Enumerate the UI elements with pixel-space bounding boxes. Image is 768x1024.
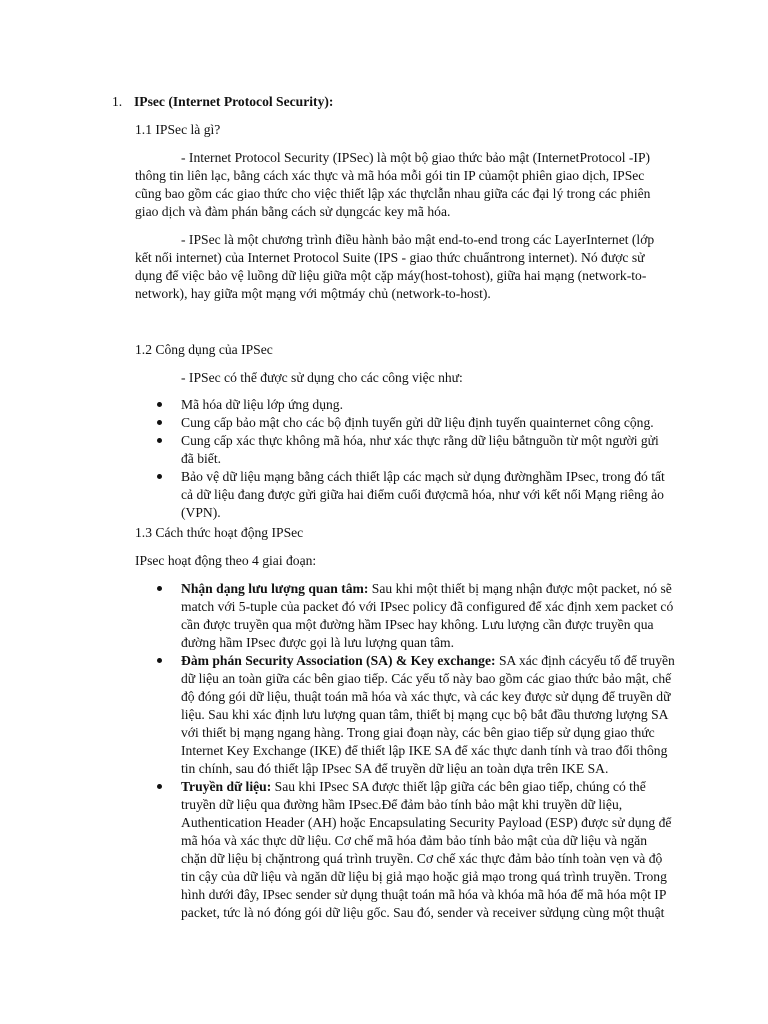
paragraph-ipsec-definition [135,149,668,221]
list-item: Nhận dạng lưu lượng quan tâm: Sau khi một thiết bị mạng nhận được một packet, nó sẽ match với 5-tuple của packet đó với IPsec policy đã configured để xác định xem packet có cần được truyền qua một đường hầm IPsec hay không. Lưu lượng cần được truyền qua đường hầm IPsec được gọi là lưu lượng quan tâm. [135,580,675,652]
item-title: Truyền dữ liệu: [181,779,272,794]
list-item: Đàm phán Security Association (SA) & Key exchange: SA xác định cácyếu tố để truyền dữ liệu an toàn giữa các bên giao tiếp. Các yếu tố này bao gồm các giao thức bảo mật, chế độ đóng gói dữ liệu, thuật toán mã hóa và xác thực, và các key được sử dụng để truyền dữ liệu. Sau khi xác định lưu lượng quan tâm, thiết bị mạng cục bộ bắt đầu thương lượng SA với thiết bị mạng ngang hàng. Trong giai đoạn này, các bên giao tiếp sử dụng giao thức Internet Key Exchange (IKE) để thiết lập IKE SA để xác thực danh tính và trao đổi thông tin chính, sau đó thiết lập IPsec SA để truyền dữ liệu an toàn dựa trên IKE SA. [135,652,675,778]
uses-bullet-list [135,396,675,522]
paragraph-text: - IPSec có thể được sử dụng cho các công việc như: [181,370,463,385]
item-title: Đàm phán Security Association (SA) & Key exchange: [181,653,496,668]
paragraph-ipsec-end-to-end [135,231,668,303]
phases-bullet-list [135,580,675,922]
list-item: Bảo vệ dữ liệu mạng bằng cách thiết lập các mạch sử dụng đườnghầm IPsec, trong đó tất cả dữ liệu đang được gửi giữa hai điểm cuối đượcmã hóa, như với kết nối Mạng riêng ảo (VPN). [135,468,675,522]
bullet-icon [157,658,162,663]
list-item: Mã hóa dữ liệu lớp ứng dụng. [135,396,675,414]
list-item: Truyền dữ liệu: Sau khi IPsec SA được thiết lập giữa các bên giao tiếp, chúng có thể truyền dữ liệu qua đường hầm IPsec.Để đảm bảo tính bảo mật khi truyền dữ liệu, Authentication Header (AH) hoặc Encapsulating Security Payload (ESP) được sử dụng để mã hóa và xác thực dữ liệu. Cơ chế mã hóa đảm bảo tính bảo mật của dữ liệu và ngăn chặn dữ liệu bị chặntrong quá trình truyền. Cơ chế xác thực đảm bảo tính toàn vẹn và độ tin cậy của dữ liệu và ngăn dữ liệu bị giả mạo hoặc giả mạo trong quá trình truyền. Trong hình dưới đây, IPsec sender sử dụng thuật toán mã hóa và khóa mã hóa để mã hóa một IP packet, tức là nó đóng gói dữ liệu gốc. Sau đó, sender và receiver sửdụng cùng một thuật [135,778,675,922]
bullet-icon [157,438,162,443]
subsection-title-1-3: 1.3 Cách thức hoạt động IPSec [135,525,304,540]
heading-number: 1. [112,94,123,109]
bullet-icon [157,402,162,407]
paragraph-phases-intro: IPsec hoạt động theo 4 giai đoạn: [135,553,317,568]
subsection-title-1-1: 1.1 IPSec là gì? [135,122,221,137]
bullet-icon [157,474,162,479]
heading-text: IPsec (Internet Protocol Security): [134,94,334,109]
section-heading [112,93,333,111]
list-item: Cung cấp bảo mật cho các bộ định tuyến gửi dữ liệu định tuyến quainternet công cộng. [135,414,675,432]
bullet-icon [157,420,162,425]
list-item: Cung cấp xác thực không mã hóa, như xác thực rằng dữ liệu bắtnguồn từ một người gửi đã biết. [135,432,675,468]
bullet-icon [157,784,162,789]
paragraph-text: - Internet Protocol Security (IPSec) là một bộ giao thức bảo mật (InternetProtocol -IP) thông tin liên lạc, bằng cách xác thực và mã hóa mỗi gói tin IP củamột phiên giao dịch, IPSec cũng bao gồm các giao thức cho việc thiết lập xác thựclẫn nhau giữa các đại lý trong các phiên giao dịch và đàm phán bằng cách sử dụngcác key mã hóa. [135,150,651,219]
paragraph-text: - IPSec là một chương trình điều hành bảo mật end-to-end trong các LayerInternet (lớp kết nối internet) của Internet Protocol Suite (IPS - giao thức chuẩntrong internet). Nó được sử dụng để việc bảo vệ luồng dữ liệu giữa một cặp máy(host-tohost), giữa hai mạng (network-to-network), hay giữa một mạng với mộtmáy chủ (network-to-host). [135,232,655,301]
subsection-title-1-2: 1.2 Công dụng của IPSec [135,342,273,357]
item-title: Nhận dạng lưu lượng quan tâm: [181,581,369,596]
bullet-icon [157,586,162,591]
paragraph-uses-intro [135,369,668,387]
